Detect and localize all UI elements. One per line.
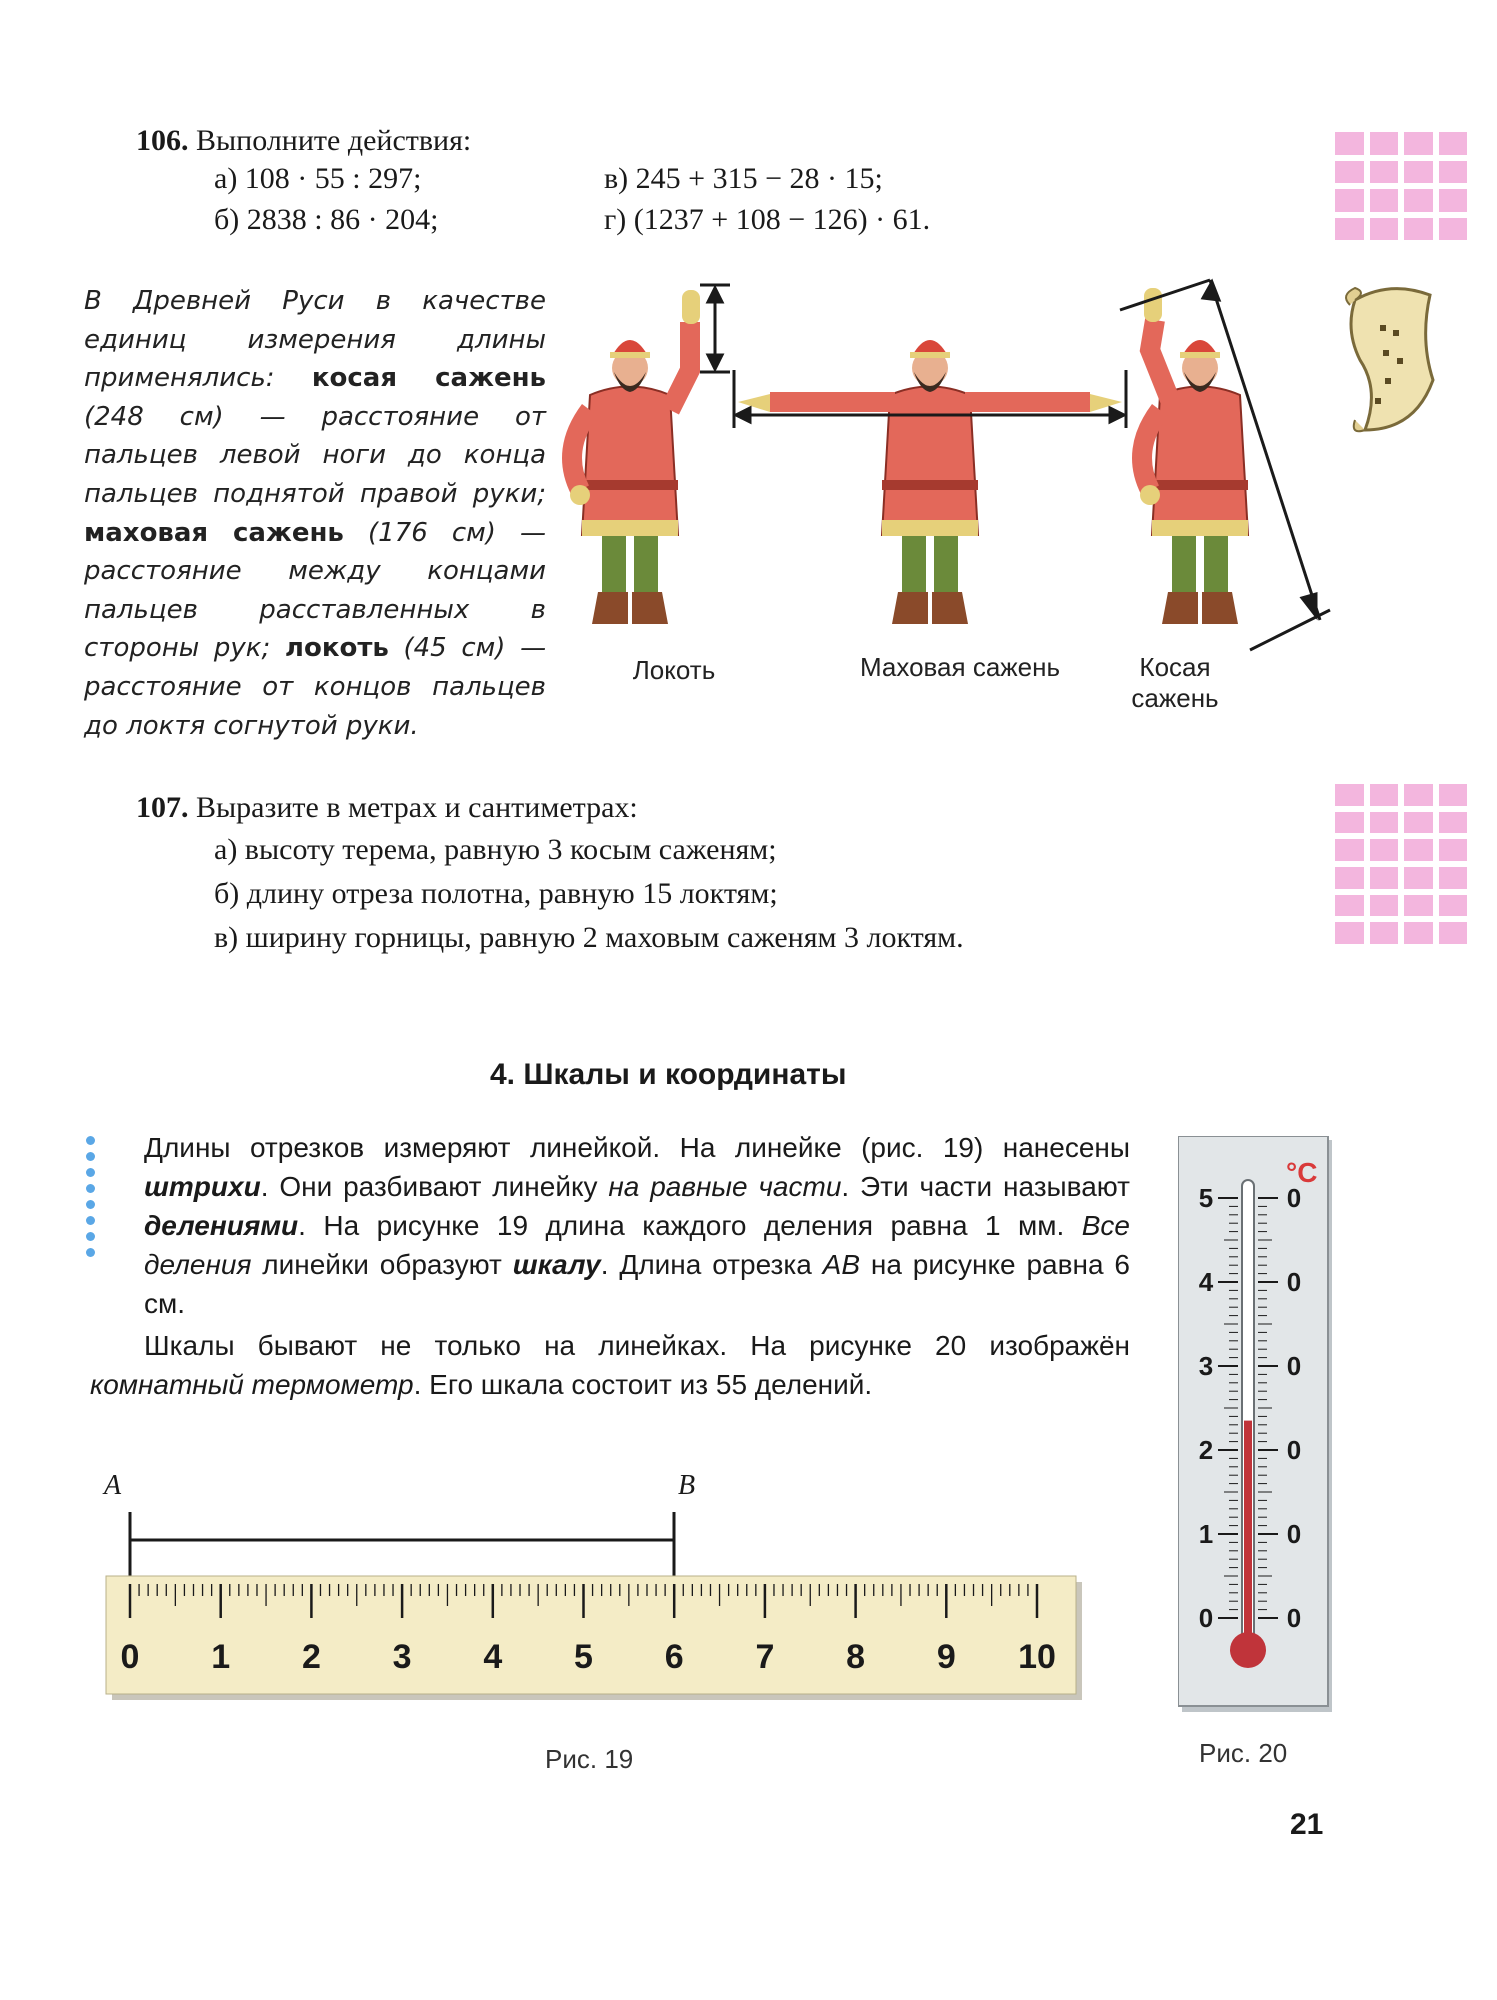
history-text-3: (248 см): [84, 401, 224, 432]
fig19-caption: Рис. 19: [545, 1744, 634, 1774]
point-a-label: A: [104, 1470, 122, 1501]
history-text-10: — расстояние от концов пальцев до локтя согнутой руки.: [84, 633, 547, 741]
p2-text-a: Шкалы бывают не только на линейках. На рисунке 20 изображён: [144, 1330, 1130, 1361]
thermometer-bulb: [1230, 1632, 1266, 1668]
p1-text-h: Все деления: [144, 1210, 1130, 1280]
p1-text-g: . На рисунке 19 длина каждого деления равна 1 мм.: [298, 1210, 1082, 1241]
history-text-7: — расстояние между концами пальцев расставленных в стороны рук;: [84, 517, 547, 664]
thermometer-figure: [1178, 1136, 1338, 1716]
ruler-number: 10: [1018, 1638, 1056, 1676]
blue-dot-marker: [86, 1136, 95, 1257]
label-kosaya-line1: Косая: [1139, 652, 1211, 682]
label-elbow: Локоть: [632, 655, 716, 685]
term-shtrikhi: штрихи: [144, 1171, 261, 1202]
ruler-number: 2: [301, 1638, 321, 1676]
p1-text-k: . Длина отрезка: [600, 1249, 823, 1280]
section-paragraph-1: [144, 1128, 1130, 1323]
ruler-number: 8: [846, 1638, 866, 1676]
pink-grid-decoration: [1335, 132, 1467, 240]
term-lokot: локоть: [284, 633, 389, 664]
ruler-body: [106, 1576, 1076, 1694]
label-kosaya-line2: сажень: [1131, 683, 1219, 713]
label-makhovaya: Маховая сажень: [859, 652, 1061, 682]
ex106-heading: [136, 124, 471, 158]
ruler-number: 5: [574, 1638, 593, 1676]
section-paragraph-2: [90, 1326, 1130, 1404]
measures-illustration: [560, 270, 1340, 660]
thermometer-digit-left: 1: [1198, 1519, 1214, 1549]
ex107-item-b: б) длину отреза полотна, равную 15 локтям;: [214, 877, 778, 910]
p1-text-i: линейки образуют: [251, 1249, 513, 1280]
history-paragraph: [84, 282, 546, 745]
ex107-heading: [136, 786, 638, 830]
p2-text-b: комнатный термометр: [90, 1369, 414, 1400]
fig20-caption: Рис. 20: [1199, 1738, 1288, 1768]
thermometer-digit-left: 5: [1198, 1183, 1214, 1213]
label-kosaya: [1110, 652, 1240, 714]
p1-text-c: . Они разбивают линейку: [260, 1171, 609, 1202]
ruler-number: 3: [392, 1638, 412, 1676]
scroll-icon: [1335, 280, 1445, 440]
thermometer-digit-right: 0: [1286, 1183, 1302, 1213]
thermometer-digit-right: 0: [1286, 1603, 1302, 1633]
term-makhovaya-sazhen: маховая сажень: [84, 517, 344, 548]
term-deleniya: делениями: [144, 1210, 299, 1241]
ex106-title: Выполните действия:: [196, 124, 472, 157]
ruler-number: 7: [755, 1638, 775, 1676]
ruler-figure: [100, 1500, 1090, 1720]
p1-text-m: на рисунке равна 6 см.: [144, 1249, 1130, 1319]
history-text-4: — расстояние от пальцев левой ноги до конца пальцев поднятой правой руки;: [84, 401, 546, 509]
ex106-number: 106.: [136, 124, 189, 157]
section-title: 4. Шкалы и координаты: [490, 1058, 847, 1091]
thermometer-digit-right: 0: [1286, 1519, 1302, 1549]
ruler-number: 4: [483, 1638, 503, 1676]
ruler-number: 6: [664, 1638, 684, 1676]
p1-text-l: AB: [822, 1249, 861, 1280]
ex107-number: 107.: [136, 791, 189, 824]
ex106-item-d: г) (1237 + 108 − 126) · 61.: [604, 203, 931, 236]
ruler-number: 9: [936, 1638, 956, 1676]
ex106-item-a: а) 108 · 55 : 297;: [214, 162, 422, 195]
p2-text-c: . Его шкала состоит из 55 делений.: [413, 1369, 873, 1400]
p1-text-d: на равные части: [608, 1171, 842, 1202]
celsius-unit-label: °C: [1286, 1157, 1318, 1188]
thermometer-digit-left: 0: [1198, 1603, 1214, 1633]
term-kosaya-sazhen: косая сажень: [311, 363, 546, 394]
ruler-number: 0: [120, 1638, 140, 1676]
history-text-1: В Древней Руси в качестве единиц измерения длины применялись:: [84, 286, 546, 394]
term-shkala: шкалу: [512, 1249, 601, 1280]
point-b-label: B: [678, 1470, 696, 1501]
history-text-9: (45 см): [403, 633, 506, 664]
p1-text-e: . Эти части называют: [841, 1171, 1131, 1202]
ex107-title: Выразите в метрах и сантиметрах:: [196, 791, 638, 824]
thermometer-digit-left: 4: [1198, 1267, 1214, 1297]
page-number: 21: [1290, 1808, 1324, 1841]
thermometer-digit-right: 0: [1286, 1267, 1302, 1297]
history-text-6: (176 см): [367, 517, 496, 548]
thermometer-digit-left: 3: [1198, 1351, 1214, 1381]
ruler-number: 1: [211, 1638, 231, 1676]
thermometer-digit-right: 0: [1286, 1351, 1302, 1381]
ex107-item-a: а) высоту терема, равную 3 косым саженям;: [214, 833, 777, 866]
mercury-column: [1244, 1421, 1252, 1640]
thermometer-digit-right: 0: [1286, 1435, 1302, 1465]
ex107-item-c: в) ширину горницы, равную 2 маховым саженям 3 локтям.: [214, 921, 964, 954]
ex106-item-c: в) 245 + 315 − 28 · 15;: [604, 162, 883, 195]
p1-text-a: Длины отрезков измеряют линейкой. На линейке (рис. 19) нанесены: [144, 1132, 1130, 1163]
pink-grid-decoration-2: [1335, 784, 1467, 944]
thermometer-digit-left: 2: [1198, 1435, 1214, 1465]
ex106-item-b: б) 2838 : 86 · 204;: [214, 203, 439, 236]
